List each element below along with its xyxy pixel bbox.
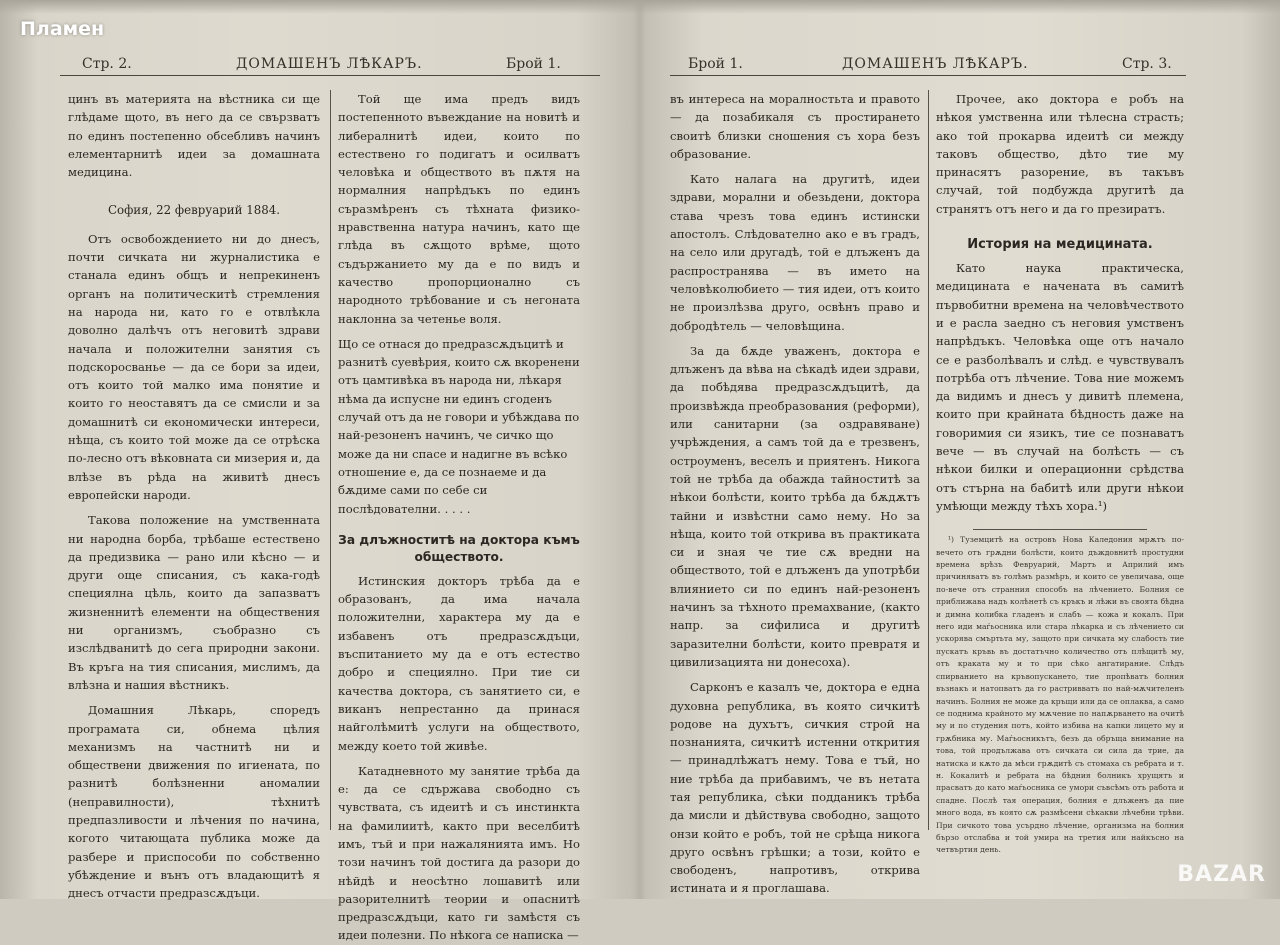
right-column-2 — [936, 90, 1184, 855]
right-running-header — [670, 50, 1186, 76]
article-heading-history: История на медицината. — [967, 237, 1153, 253]
right-col1-paragraph: Като налага на другитѣ, идеи здрави, морални и обезьдени, доктора става чрезъ това единъ истински апостолъ. Слѣдователно ако е въ градъ, на село или другадѣ, той е длъженъ да распространява — въ името на человѣколюбието — тия идеи, отъ които не произлѣзва друго, освѣнъ право и добродѣтель — человѣщина. — [670, 172, 920, 333]
article-heading-doctor-duties: За длъжноститѣ на доктора къмъ обществото. — [338, 532, 580, 564]
left-issue-number: Брой 1. — [506, 56, 561, 72]
right-col1-paragraph: Сарконъ е казалъ че, доктора е една духовна република, въ която сичкитѣ родове на духътъ, сичкия строй на познанията, сичкитѣ истенни открития — принадлѣжатъ нему. Това е тъй, но ние трѣба да прибавимъ, че въ нетата тая република, сѣки подданикъ трѣба да мисли и дѣйствува свободно, защото онзи който е робъ, той не срѣща никога друго освѣнъ грѣшки; а този, който е свободенъ, напротивъ, открива истината и я проглашава. — [670, 680, 920, 896]
footnote-separator — [973, 529, 1147, 530]
left-column-divider — [330, 90, 331, 830]
right-header-title: ДОМАШЕНЪ ЛѢКАРЪ. — [842, 56, 1029, 72]
left-col2-paragraph: Истинския докторъ трѣба да е образованъ, да има начала положителни, характера му да е избавенъ отъ предразсѫдъци, въспитанието му да е отъ естество добро и специялно. При тие си качества доктора, съ занятието си, е виканъ непрестанно да принася найголѣмитѣ услуги на обществото, между което той живѣе. — [338, 573, 580, 753]
left-col1-paragraph: Таковa положение на умственната ни народна борба, трѣбаше естествено да предизвика — рано или кѣсно — и други още списания, съ какa-годѣ специялна цѣль, които да запазватъ жизненнитѣ елементи на обществения ни организмъ, съобразно съ изслѣдванитѣ до сега природни закони. Въ кръга на тия списания, мислимъ, да влѣзна и нашия вѣстникъ. — [68, 513, 320, 692]
dateline: София, 22 февруарий 1884. — [107, 203, 281, 218]
seller-watermark: Пламен — [20, 18, 105, 40]
right-issue-number: Брой 1. — [688, 56, 743, 72]
right-col2-paragraph: Като наука практическа, медицината е начената въ самитѣ първобитни времена на человѣчеството и е расла заедно съ неговия умственъ напрѣдъкъ. Человѣка още отъ начало се е разболѣвалъ и слѣд. е чувствувалъ потрѣба отъ лѣчение. Това ние можемъ да видимъ и днесъ у дивитѣ племена, които при крайната бѣдность даже на говоримия си язикъ, тие се познаватъ вече — въ случай на болѣсть — съ нѣкои билки и операционни срѣдства отъ стърна на бабитѣ или други нѣкои умѣющи между тѣхъ хора.¹) — [936, 261, 1184, 513]
left-col1-paragraph: Отъ освобождението ни до днесъ, почти сичката ни журналистика е станала единъ общъ и непрекиненъ органъ на политическитѣ стремления на народа ни, като го е отвлѣкла доволно далѣчъ отъ неговитѣ здрави начала и положителни занятия съ подскоросванье — да се бори за идеи, отъ които той малко има понятие и които го неоставятъ да се смисли и за домашнитѣ си економически интереси, нѣща, съ които той може да се отрѣска по-лесно отъ вѣковната си мизерия и, да влѣзе въ рѣда на живитѣ днесъ европейски народи. — [68, 231, 320, 502]
left-col2-paragraph: Той ще има предъ видъ постепенното въвеждание на новитѣ и либералнитѣ идеи, които по естествено го подигатъ и осилватъ человѣка и обществото въ пѫтя на нормалния напрѣдъкъ по единъ съразмѣренъ съ тѣхната физико-нравственна натура начинъ, като ще глѣда въ сѫщото врѣме, щото съдържанието му да е по видъ и качество пропорционално съ народното трѣбование и съ негоната наклонна за четенье воля. — [338, 92, 580, 326]
right-page-number: Стр. 3. — [1122, 56, 1172, 72]
right-col2-intro: Прочее, ако доктора е робъ на нѣкоя умственна или тѣлесна страсть; ако той прокарва идеитѣ си между таковъ общество, дѣто тие му принасятъ разорение, въ такъвъ случай, той подбужда другитѣ да странятъ отъ него и да го презиратъ. — [936, 92, 1184, 216]
right-col1-intro: въ интереса на моралностьта и правото — да позабикаля съ простирането своитѣ близки сношения съ хора безъ образование. — [670, 92, 920, 161]
left-column-1 — [68, 90, 320, 901]
right-column-1 — [670, 90, 920, 896]
left-header-title: ДОМАШЕНЪ ЛѢКАРЪ. — [236, 56, 423, 72]
left-col1-paragraph: Домашния Лѣкарь, споредъ програмата си, обнема цѣлия механизмъ на частнитѣ ни и обществени движения по игиената, по разнитѣ болѣзненни аномалии (неправилности), тѣхнитѣ предпазливости и лѣчения по начина, когото читающата публика може да разбере и приспособи по собственно убѣждение и вънъ отъ владающитѣ я днесъ отчасти предразсѫдъци. — [68, 703, 320, 901]
right-column-divider — [928, 90, 929, 830]
left-page-number: Стр. 2. — [82, 56, 132, 72]
left-col1-intro: цинъ въ материята на вѣстника си ще глѣдаме щото, въ него да се свързватъ по единъ постепенно обсебливъ начинъ елементарнитѣ идеи за домашната медицина. — [68, 92, 320, 180]
left-running-header — [60, 50, 600, 76]
top-shadow — [0, 0, 1280, 14]
bazar-logo: BAZAR — [1177, 862, 1266, 887]
right-col1-paragraph: За да бѫде уваженъ, доктора е длъженъ да вѣва на сѣкадѣ идеи здрави, да побѣдява предразсѫдъцитѣ, да произвѣжда преобразования (реформи), или санитарни (за оздравяване) учрѣждения, а самъ той да е трезвенъ, остроуменъ, веселъ и приятенъ. Никога той не трѣба да обажда тайноститѣ за нѣкои болѣсти, които трѣба да бѫдѫтъ тайни и извѣстни само нему. Но за нѣща, които той открива въ практиката си и зная че тие сѫ вредни на обществото, той е длъженъ да употрѣби влиянието си по единъ най-резоненъ начинъ за тѣхното премахвание, (както напр. за сифилиса и другитѣ заразителни болѣсти, които превратя и цивилизацията ни донесоха). — [670, 343, 920, 669]
left-col2-paragraph: Катадневното му занятие трѣба да е: да се сдържава свободно съ чувствата, съ идеитѣ и съ инстинкта на фамилиитѣ, както при веселбитѣ имъ, тъй и при нажалянията имъ. Но този начинъ той достига да разори до нѣйдѣ и неосѣтно лошавитѣ или разорителнитѣ теории и опаснитѣ предразсѫдъци, като ги замѣстя съ идеи полезни. По нѣкога се написка — — [338, 763, 580, 943]
footnote: ¹) Туземцитѣ на островъ Нова Каледония мрѫтъ по-вечето отъ грѫдни болѣсти, които дъждовнитѣ простудни времена врѣзъ Февруарий, Мартъ и Априлий имъ причиняватъ въ голѣмъ размѣръ, и които се увеличава, още по-вече отъ странния способъ на лѣчението. Болния се приближава надъ колѣнетѣ съ кръкъ и лѣжи въ своята бѣдна и димна колибка гладенъ и слабъ — кожа и кокалъ. При него иди маѓьосника или стара лѣкарка и съ лѣчението си ускорява смъртьта му, защото при сичката му слабость тие пускатъ кръвь въ достатъчно количество отъ плѣщитѣ му, отъ кракатa му и то при сѣко ангатирание. Слѣдъ спирванието на кръвопускането, тие пропѣватъ болния възнакъ и натопватъ да го растривватъ по най-мѫчителенъ начинъ. Болния не може да кръщи или да се оплаква, а само се поднима крайното му мѫчение по напѫрването на очитѣ му и по студения потъ, който избива на капки лицето му и грѫбника му. Маѓьосникътъ, безъ да обръща внимание на това, той продължава отъ сичката си сила да трие, да натиска и кѫто да мѣси грѫдитѣ съ стомаха съ ребрата и т. н. Кокалитѣ и ребрата на бѣдния болникъ хрущятъ и прасватъ до като маѓьосника се умори съвсѣмъ отъ работа и спадне. Послѣ тая операция, болния е длъженъ да пие много вода, въ която сѫ размѣсени сѣкакви лѣчебни трѣви. При сичкото това усърдно лѣчение, организма на болния бързо отслабва и той умира на третия или найкъсно на четвъртия день. — [936, 535, 1184, 855]
left-column-2 — [338, 90, 580, 943]
right-page — [670, 50, 1186, 896]
left-col2-paragraph: Що се отнася до предразсѫдъцитѣ и разнитѣ суевѣрия, които сѫ вкоренени отъ цамтивѣка въ народа ни, лѣкаря нѣма да испусне ни единъ сгоденъ случай отъ да не говори и убѣждава по най-резоненъ начинъ, че сичко що може да ни спасе и надигне въ всѣко отношение е, да се познаеме и да бѫдиме сами по себе си послѣдователни. . . . . — [338, 336, 580, 516]
left-page — [60, 50, 600, 943]
